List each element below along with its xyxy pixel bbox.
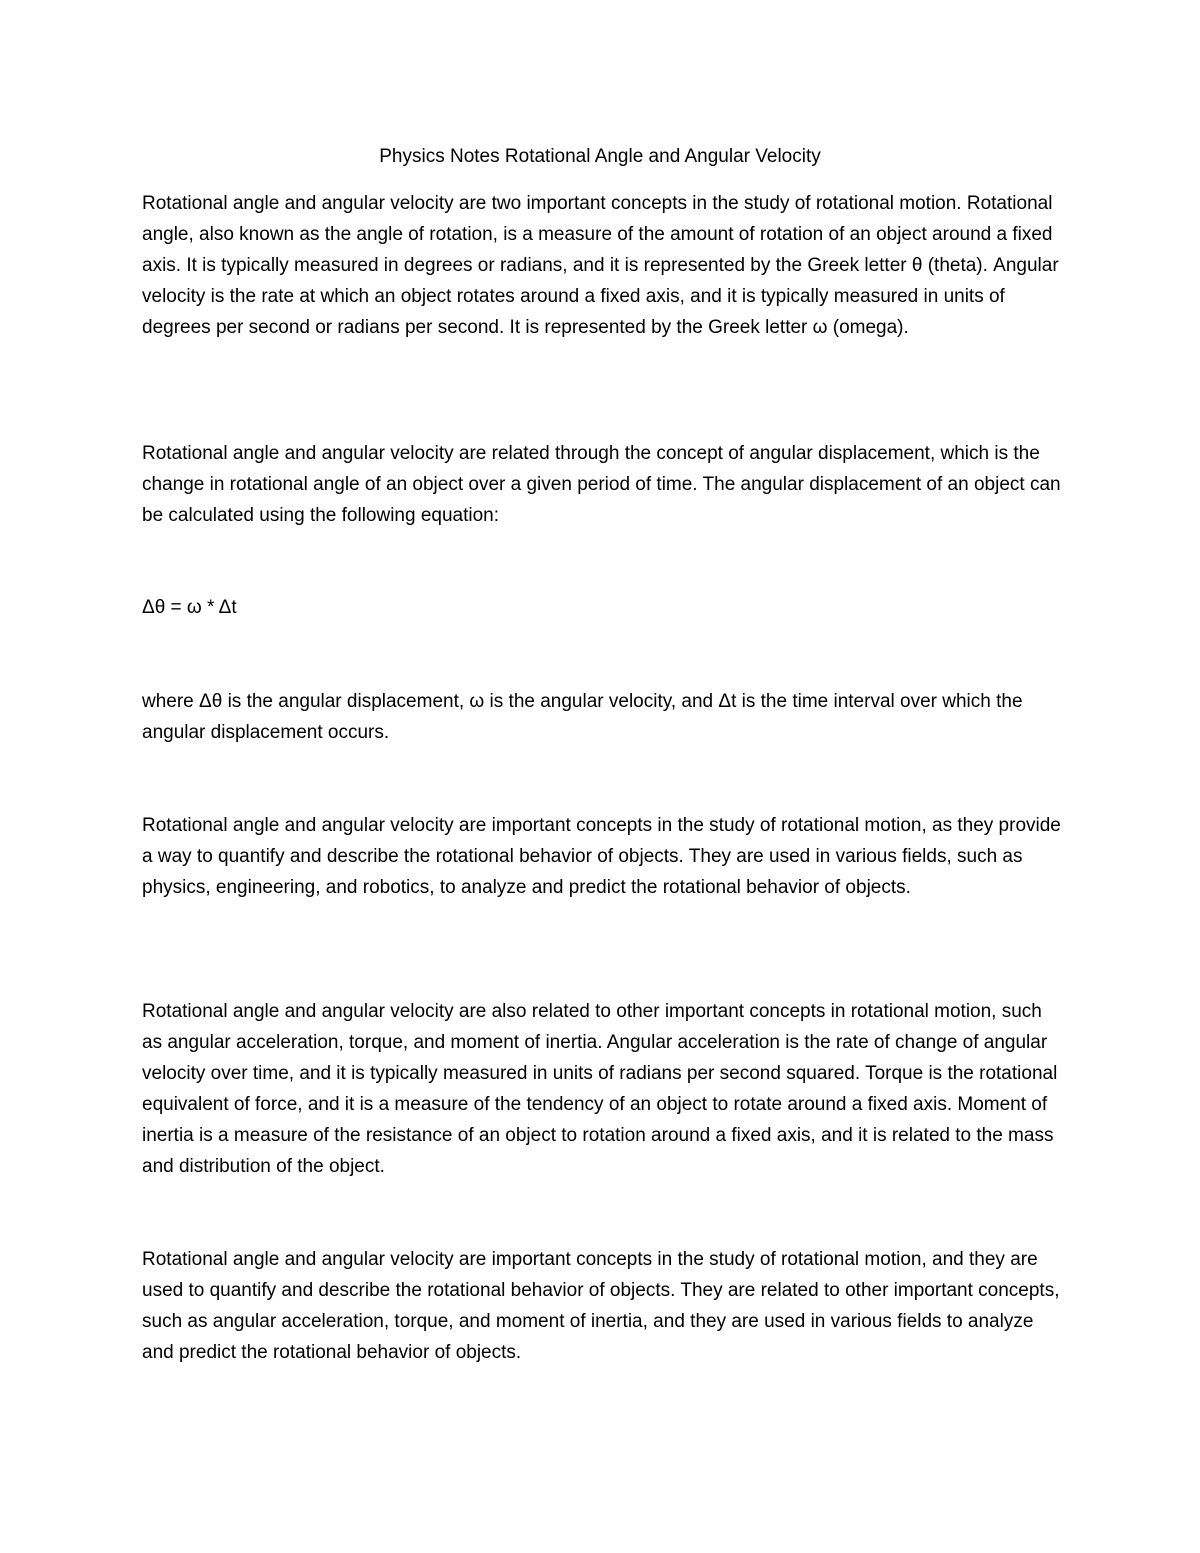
paragraph-conclusion: Rotational angle and angular velocity are important concepts in the study of rotational motion, and they are used to quantify and describe the rotational behavior of objects. They are related to other important concepts, such as angular acceleration, torque, and moment of inertia, and they are used in various fields to analyze and predict the rotational behavior of objects. xyxy=(142,1249,1060,1363)
document-title: Physics Notes Rotational Angle and Angular Velocity xyxy=(379,146,821,167)
paragraph-angular-displacement: Rotational angle and angular velocity are related through the concept of angular displacement, which is the change in rotational angle of an object over a given period of time. The angular displacement of an object can be calculated using the following equation: xyxy=(142,443,1061,526)
paragraph-related-concepts: Rotational angle and angular velocity are also related to other important concepts in rotational motion, such as angular acceleration, torque, and moment of inertia. Angular acceleration is the rate of change of angular velocity over time, and it is typically measured in units of radians per second squared. Torque is the rotational equivalent of force, and it is a measure of the tendency of an object to rotate around a fixed axis. Moment of inertia is a measure of the resistance of an object to rotation around a fixed axis, and it is related to the mass and distribution of the object. xyxy=(142,1001,1058,1177)
paragraph-applications: Rotational angle and angular velocity are important concepts in the study of rotational motion, as they provide a way to quantify and describe the rotational behavior of objects. They are used in various fields, such as physics, engineering, and robotics, to analyze and predict the rotational behavior of objects. xyxy=(142,815,1061,898)
equation: Δθ = ω * Δt xyxy=(142,597,237,618)
paragraph-equation-explanation: where Δθ is the angular displacement, ω is the angular velocity, and Δt is the time interval over which the angular displacement occurs. xyxy=(142,691,1023,743)
paragraph-intro: Rotational angle and angular velocity are two important concepts in the study of rotational motion. Rotational angle, also known as the angle of rotation, is a measure of the amount of rotation of an object around a fixed axis. It is typically measured in degrees or radians, and it is represented by the Greek letter θ (theta). Angular velocity is the rate at which an object rotates around a fixed axis, and it is typically measured in units of degrees per second or radians per second. It is represented by the Greek letter ω (omega). xyxy=(142,193,1059,338)
